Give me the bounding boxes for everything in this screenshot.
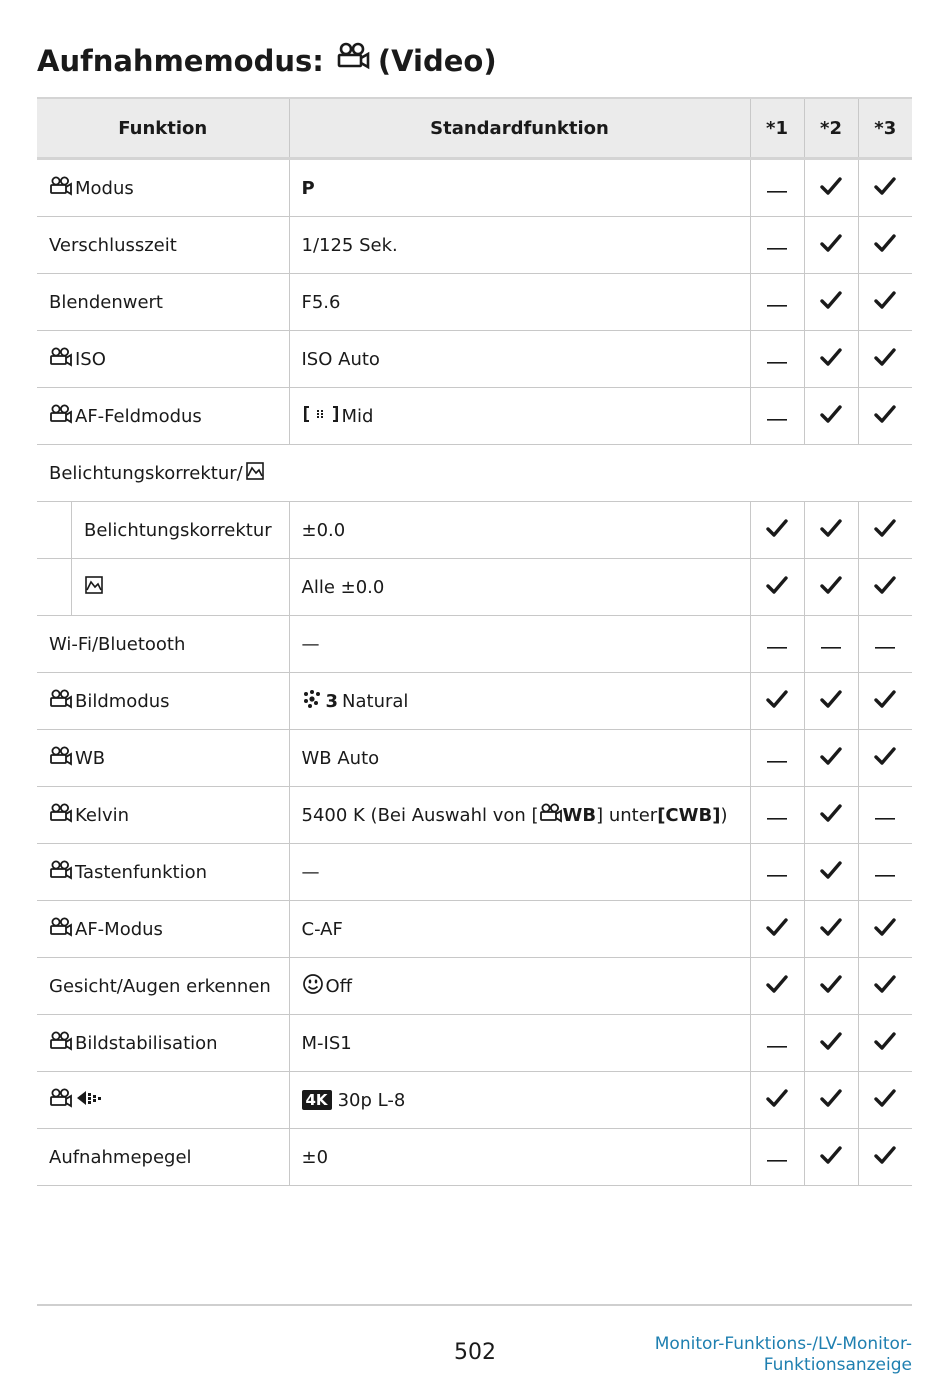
table-row (37, 787, 912, 844)
mark-cell-3 (858, 616, 912, 673)
function-label (49, 689, 170, 714)
function-label (49, 176, 134, 201)
standard-text: Natural (342, 690, 409, 712)
function-cell (37, 331, 289, 388)
function-cell (37, 217, 289, 274)
standard-text: — (301, 633, 320, 655)
check-icon (820, 518, 842, 543)
face-detect-icon (302, 973, 324, 1000)
page-number: 502 (454, 1340, 496, 1365)
function-cell (37, 1072, 289, 1129)
mark-cell-2 (804, 844, 858, 901)
table-row (37, 616, 912, 673)
sub-row-wrapper (37, 559, 289, 615)
function-cell (37, 559, 289, 616)
check-icon (874, 974, 896, 999)
footer-section-link[interactable] (612, 1334, 912, 1376)
table-row (37, 388, 912, 445)
standard-cell (289, 730, 750, 787)
kelvin-text-e: ) (720, 804, 728, 826)
check-icon (820, 1088, 842, 1113)
function-name: Bildstabilisation (75, 1032, 218, 1054)
standard-value (302, 292, 341, 313)
check-icon (820, 689, 842, 714)
header-s3: *3 (858, 98, 912, 159)
function-label (49, 1147, 192, 1168)
mark-cell-1 (750, 1072, 804, 1129)
mark-cell-2 (804, 958, 858, 1015)
mark-cell-2 (804, 217, 858, 274)
movie-icon (49, 803, 73, 828)
standard-cell (289, 787, 750, 844)
check-icon (820, 746, 842, 771)
standard-value (302, 1147, 329, 1168)
check-icon (874, 1031, 896, 1056)
dash-icon (767, 862, 787, 883)
mark-cell-3 (858, 1072, 912, 1129)
function-label (49, 746, 105, 771)
standard-text: Off (325, 975, 353, 997)
mark-cell-3 (858, 331, 912, 388)
picture-mode-number: 3 (325, 690, 339, 712)
standard-text: WB Auto (301, 747, 380, 769)
function-cell (37, 1129, 289, 1186)
table-row (37, 159, 912, 217)
function-name: AF-Modus (75, 918, 163, 940)
function-label (49, 347, 106, 372)
dash-icon (767, 1147, 787, 1168)
table-header-row (37, 98, 912, 159)
table-row (37, 217, 912, 274)
dash-icon (767, 178, 787, 199)
mark-cell-2 (804, 616, 858, 673)
function-cell (37, 1015, 289, 1072)
mark-cell-3 (858, 958, 912, 1015)
mark-cell-1 (750, 274, 804, 331)
standard-text: Alle ±0.0 (301, 576, 385, 598)
check-icon (766, 974, 788, 999)
function-label (49, 860, 207, 885)
check-icon (874, 404, 896, 429)
movie-icon (336, 42, 370, 79)
resolution-badge: 4K (302, 1090, 332, 1110)
standard-cell (289, 388, 750, 445)
standard-value (302, 862, 320, 883)
mark-cell-3 (858, 787, 912, 844)
function-name: AF-Feldmodus (75, 405, 202, 427)
table-row (37, 274, 912, 331)
picture-mode-icon (302, 689, 324, 714)
standard-cell (289, 1072, 750, 1129)
check-icon (874, 1088, 896, 1113)
mark-cell-1 (750, 616, 804, 673)
sub-indent (37, 559, 72, 615)
standard-value (302, 919, 343, 940)
sub-function-label (72, 575, 104, 600)
header-standard: Standardfunktion (289, 98, 750, 159)
function-name: Verschlusszeit (49, 234, 177, 256)
check-icon (766, 575, 788, 600)
function-name: Gesicht/Augen erkennen (49, 975, 271, 997)
kelvin-text-c: ] unter (596, 804, 658, 826)
mark-cell-2 (804, 388, 858, 445)
function-cell (37, 388, 289, 445)
footer-link-line1: Monitor-Funktions-/LV-Monitor- (654, 1334, 912, 1354)
dash-icon (821, 634, 841, 655)
mark-cell-1 (750, 844, 804, 901)
mark-cell-3 (858, 159, 912, 217)
standard-cell (289, 844, 750, 901)
dash-icon (875, 805, 895, 826)
histogram-icon (84, 575, 104, 600)
sub-indent (37, 502, 72, 558)
standard-value (302, 803, 728, 828)
histogram-icon (245, 461, 265, 486)
function-cell (37, 787, 289, 844)
check-icon (820, 803, 842, 828)
mark-cell-3 (858, 673, 912, 730)
mark-cell-2 (804, 901, 858, 958)
mark-cell-2 (804, 274, 858, 331)
mark-cell-1 (750, 730, 804, 787)
check-icon (820, 290, 842, 315)
dash-icon (767, 634, 787, 655)
standard-cell (289, 502, 750, 559)
function-name: Belichtungskorrektur/ (49, 462, 243, 484)
function-label (49, 292, 163, 313)
check-icon (874, 746, 896, 771)
footer-link-line2: Funktionsanzeige (763, 1355, 912, 1375)
mark-cell-1 (750, 787, 804, 844)
mark-cell-3 (858, 217, 912, 274)
table-row (37, 1015, 912, 1072)
title-suffix: (Video) (377, 43, 497, 78)
dash-icon (875, 862, 895, 883)
check-icon (766, 689, 788, 714)
mark-cell-2 (804, 673, 858, 730)
check-icon (820, 860, 842, 885)
check-icon (874, 689, 896, 714)
dash-icon (767, 406, 787, 427)
check-icon (766, 917, 788, 942)
mark-cell-1 (750, 1015, 804, 1072)
mark-cell-3 (858, 901, 912, 958)
mark-cell-2 (804, 787, 858, 844)
settings-table (37, 97, 912, 1186)
table-row (37, 1129, 912, 1186)
standard-text: ±0.0 (301, 519, 346, 541)
standard-cell (289, 673, 750, 730)
function-cell (37, 159, 289, 217)
function-name: ISO (75, 348, 106, 370)
standard-text: ±0 (301, 1146, 329, 1168)
table-row (37, 901, 912, 958)
function-cell (37, 844, 289, 901)
image-quality-icon (75, 1088, 105, 1113)
check-icon (874, 518, 896, 543)
mark-cell-3 (858, 1129, 912, 1186)
function-name: Modus (75, 177, 134, 199)
function-cell (37, 502, 289, 559)
mark-cell-2 (804, 1015, 858, 1072)
check-icon (874, 176, 896, 201)
standard-text: M-IS1 (301, 1032, 352, 1054)
mark-cell-1 (750, 331, 804, 388)
function-cell (37, 274, 289, 331)
movie-icon (49, 1031, 73, 1056)
sub-row-wrapper (37, 502, 289, 558)
check-icon (820, 233, 842, 258)
check-icon (820, 575, 842, 600)
dash-icon (767, 1033, 787, 1054)
mark-cell-1 (750, 673, 804, 730)
dash-icon (767, 349, 787, 370)
function-label (49, 917, 163, 942)
movie-icon (49, 404, 73, 429)
mark-cell-2 (804, 730, 858, 787)
function-label (49, 803, 129, 828)
function-cell (37, 901, 289, 958)
mark-cell-3 (858, 1015, 912, 1072)
standard-value (302, 1090, 406, 1111)
table-row (37, 445, 912, 502)
standard-value (302, 178, 315, 199)
standard-text: ISO Auto (301, 348, 380, 370)
header-s1: *1 (750, 98, 804, 159)
movie-icon (49, 1088, 73, 1113)
standard-value (302, 748, 380, 769)
function-name: Aufnahmepegel (49, 1146, 192, 1168)
check-icon (820, 1031, 842, 1056)
mark-cell-2 (804, 1072, 858, 1129)
movie-icon (49, 689, 73, 714)
standard-value (302, 1033, 352, 1054)
check-icon (874, 290, 896, 315)
standard-text: P (301, 177, 315, 199)
table-row (37, 844, 912, 901)
function-name: Bildmodus (75, 690, 170, 712)
check-icon (820, 347, 842, 372)
standard-value (302, 403, 374, 430)
mark-cell-2 (804, 559, 858, 616)
function-label (49, 404, 202, 429)
check-icon (874, 575, 896, 600)
check-icon (820, 176, 842, 201)
function-label (49, 1088, 105, 1113)
standard-cell (289, 616, 750, 673)
check-icon (874, 347, 896, 372)
mark-cell-1 (750, 217, 804, 274)
dash-icon (767, 292, 787, 313)
standard-value (302, 689, 409, 714)
kelvin-text-b: WB (562, 804, 597, 826)
mark-cell-3 (858, 388, 912, 445)
function-name: Tastenfunktion (75, 861, 208, 883)
standard-value (302, 973, 353, 1000)
function-name: Kelvin (75, 804, 130, 826)
movie-icon (49, 176, 73, 201)
check-icon (820, 974, 842, 999)
standard-cell (289, 559, 750, 616)
function-name: Belichtungskorrektur (84, 519, 272, 541)
mark-cell-3 (858, 844, 912, 901)
table-row (37, 559, 912, 616)
check-icon (766, 518, 788, 543)
function-label (49, 976, 271, 997)
standard-cell (289, 1015, 750, 1072)
mark-cell-1 (750, 159, 804, 217)
function-name: Wi-Fi/Bluetooth (49, 633, 186, 655)
mark-cell-2 (804, 502, 858, 559)
standard-text: 1/125 Sek. (301, 234, 398, 256)
mark-cell-1 (750, 1129, 804, 1186)
mark-cell-3 (858, 274, 912, 331)
movie-icon (539, 803, 563, 828)
standard-text: Mid (341, 405, 374, 427)
function-cell (37, 616, 289, 673)
check-icon (820, 917, 842, 942)
standard-value (302, 577, 385, 598)
mark-cell-3 (858, 730, 912, 787)
kelvin-text-a: 5400 K (Bei Auswahl von [ (301, 804, 539, 826)
movie-icon (49, 860, 73, 885)
standard-text: F5.6 (301, 291, 341, 313)
check-icon (820, 1145, 842, 1170)
check-icon (874, 917, 896, 942)
mark-cell-2 (804, 159, 858, 217)
standard-text: C-AF (301, 918, 343, 940)
function-cell (37, 730, 289, 787)
group-label (49, 461, 265, 486)
standard-text: — (301, 861, 320, 883)
mark-cell-2 (804, 331, 858, 388)
standard-cell (289, 958, 750, 1015)
standard-text: 30p L-8 (337, 1089, 406, 1111)
page-title (37, 42, 497, 79)
af-area-icon (302, 403, 340, 430)
standard-cell (289, 331, 750, 388)
kelvin-text-d: [CWB] (657, 804, 721, 826)
function-label (49, 235, 177, 256)
function-label (49, 634, 185, 655)
sub-function-label (72, 520, 272, 541)
movie-icon (49, 917, 73, 942)
standard-value (302, 634, 320, 655)
mark-cell-1 (750, 901, 804, 958)
standard-cell (289, 159, 750, 217)
movie-icon (49, 746, 73, 771)
mark-cell-1 (750, 958, 804, 1015)
standard-cell (289, 1129, 750, 1186)
check-icon (820, 404, 842, 429)
mark-cell-1 (750, 388, 804, 445)
function-name: WB (75, 747, 106, 769)
table-row (37, 730, 912, 787)
function-name: Blendenwert (49, 291, 163, 313)
dash-icon (875, 634, 895, 655)
mark-cell-1 (750, 559, 804, 616)
dash-icon (767, 235, 787, 256)
standard-cell (289, 274, 750, 331)
table-row (37, 673, 912, 730)
standard-cell (289, 901, 750, 958)
group-label-cell (37, 445, 912, 502)
dash-icon (767, 748, 787, 769)
table-row (37, 331, 912, 388)
mark-cell-2 (804, 1129, 858, 1186)
header-s2: *2 (804, 98, 858, 159)
check-icon (874, 1145, 896, 1170)
check-icon (766, 1088, 788, 1113)
movie-icon (49, 347, 73, 372)
standard-value (302, 349, 380, 370)
check-icon (874, 233, 896, 258)
mark-cell-3 (858, 502, 912, 559)
table-row (37, 502, 912, 559)
table-row (37, 958, 912, 1015)
mark-cell-1 (750, 502, 804, 559)
function-label (49, 1031, 218, 1056)
standard-value (302, 235, 398, 256)
mark-cell-3 (858, 559, 912, 616)
table-row (37, 1072, 912, 1129)
footer-divider (37, 1304, 912, 1306)
standard-value (302, 520, 346, 541)
function-cell (37, 958, 289, 1015)
function-cell (37, 673, 289, 730)
standard-cell (289, 217, 750, 274)
title-prefix: Aufnahmemodus: (37, 43, 324, 78)
header-funktion: Funktion (37, 98, 289, 159)
dash-icon (767, 805, 787, 826)
